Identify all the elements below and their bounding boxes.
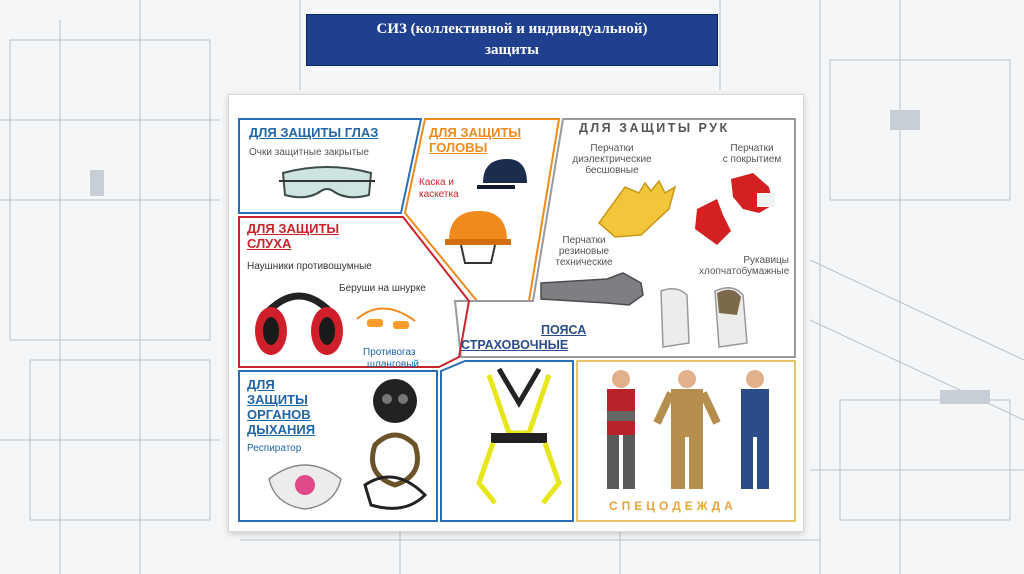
- mittens-line1: Рукавицы: [743, 255, 789, 266]
- earmuffs-icon: [251, 281, 347, 361]
- breathing-heading-line3: ОРГАНОВ: [247, 407, 311, 422]
- earplugs-icon: [353, 301, 423, 337]
- slide-title-line1: СИЗ (коллективной и индивидуальной): [376, 21, 648, 37]
- gloves-dielectric-line1: Перчатки: [590, 143, 634, 154]
- breathing-heading-line2: ЗАЩИТЫ: [247, 392, 308, 407]
- gloves-rubber-line1: Перчатки: [562, 235, 606, 246]
- breathing-heading-line4: ДЫХАНИЯ: [247, 422, 316, 437]
- head-heading-line2: ГОЛОВЫ: [429, 140, 488, 155]
- breathing-heading-line1: ДЛЯ: [247, 377, 275, 392]
- earplugs-label: Беруши на шнурке: [339, 283, 426, 294]
- gloves-rubber-line2: резиновые: [558, 246, 610, 257]
- gloves-rubber-line3: технические: [555, 257, 613, 268]
- gloves-dielectric-label: [567, 143, 657, 176]
- mittens-line2: хлопчатобумажные: [699, 266, 790, 277]
- cap-icon: [475, 153, 535, 197]
- gloves-coated-line1: Перчатки: [730, 143, 774, 154]
- safety-harness-icon: [469, 363, 569, 513]
- slide-title-line2: защиты: [485, 42, 539, 58]
- workwear-figures-icon: [585, 367, 789, 495]
- ppe-poster: [228, 94, 804, 532]
- head-heading-line1: ДЛЯ ЗАЩИТЫ: [429, 125, 522, 140]
- goggles-icon: [277, 161, 377, 207]
- eyes-item-label: Очки защитные закрытые: [249, 147, 369, 158]
- head-item-line2: каскетка: [419, 189, 459, 200]
- gasmask-label-line2: шланговый: [367, 359, 420, 370]
- respirator-icon: [265, 457, 345, 513]
- slide-title: [306, 14, 718, 66]
- mittens-icon: [653, 285, 763, 353]
- respirator-label: Респиратор: [247, 443, 302, 454]
- hands-heading: ДЛЯ ЗАЩИТЫ РУК: [579, 121, 730, 135]
- gasmask-label-line1: Противогаз: [363, 347, 416, 358]
- belts-heading-line1: ПОЯСА: [541, 323, 587, 337]
- earmuffs-label: Наушники противошумные: [247, 261, 372, 272]
- gloves-coated-line2: с покрытием: [722, 154, 782, 165]
- gloves-dielectric-line2: диэлектрические: [572, 154, 652, 165]
- gloves-rubber-label: [539, 235, 629, 268]
- gloves-coated-label: [717, 143, 787, 165]
- rubber-gloves-icon: [537, 269, 647, 313]
- gloves-dielectric-line3: бесшовные: [585, 165, 639, 176]
- eyes-heading: ДЛЯ ЗАЩИТЫ ГЛАЗ: [249, 125, 379, 140]
- coated-gloves-icon: [687, 169, 783, 249]
- belts-heading-line2: СТРАХОВОЧНЫЕ: [461, 338, 569, 352]
- hearing-heading-line2: СЛУХА: [247, 236, 292, 251]
- helmet-icon: [443, 205, 513, 267]
- gasmask-icon: [355, 375, 435, 515]
- dielectric-gloves-icon: [595, 179, 693, 239]
- hearing-heading-line1: ДЛЯ ЗАЩИТЫ: [247, 221, 340, 236]
- head-item-line1: Каска и: [419, 177, 454, 188]
- mittens-label: [699, 255, 789, 277]
- workwear-heading: СПЕЦОДЕЖДА: [609, 499, 737, 513]
